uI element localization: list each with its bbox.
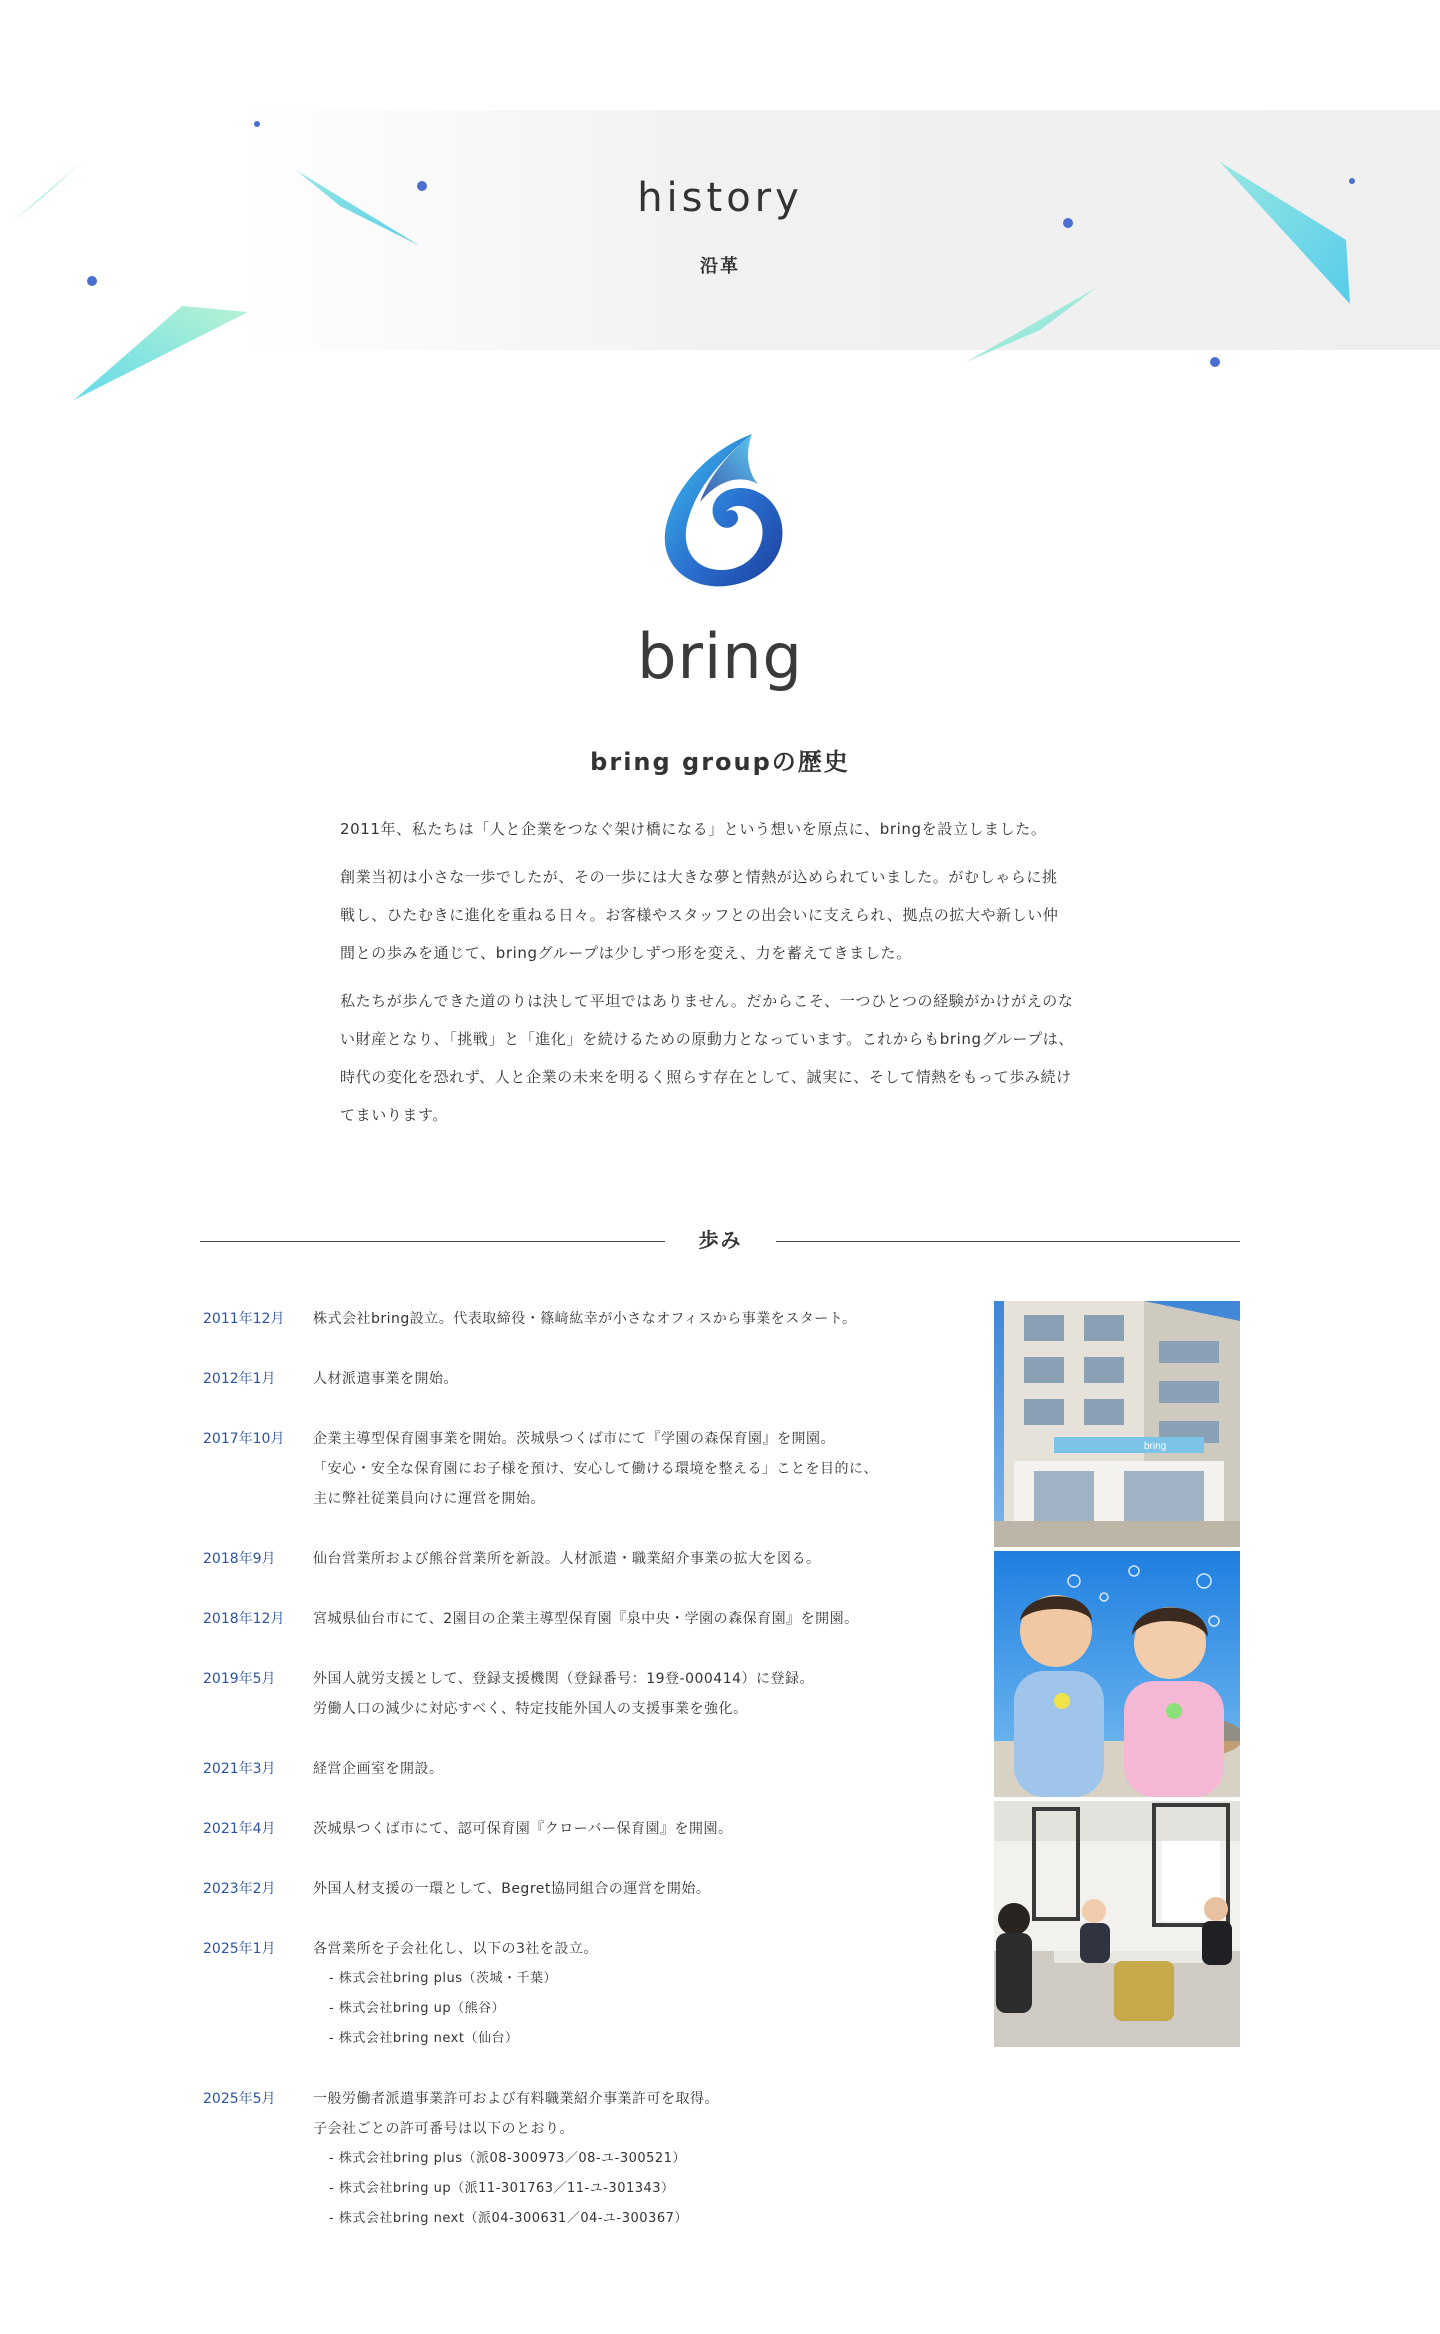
timeline-date: 2023年2月 bbox=[203, 1881, 276, 1897]
timeline-date: 2025年5月 bbox=[203, 2091, 276, 2107]
timeline-date: 2017年10月 bbox=[203, 1431, 285, 1447]
timeline-date: 2019年5月 bbox=[203, 1671, 276, 1687]
timeline-line: 子会社ごとの許可番号は以下のとおり。 bbox=[313, 2121, 574, 2137]
timeline-row bbox=[203, 1934, 983, 2054]
timeline-date: 2025年1月 bbox=[203, 1941, 276, 1957]
timeline-description bbox=[313, 1754, 983, 1784]
timeline-line: 「安心・安全な保育園にお子様を預け、安心して働ける環境を整える」ことを目的に、 bbox=[313, 1461, 878, 1477]
intro-text bbox=[340, 810, 1100, 1144]
timeline-row bbox=[203, 1424, 983, 1514]
timeline-row bbox=[203, 1664, 983, 1724]
timeline-date: 2021年4月 bbox=[203, 1821, 276, 1837]
timeline-description bbox=[313, 1664, 983, 1724]
history-hero bbox=[0, 0, 1440, 440]
timeline-row bbox=[203, 1874, 983, 1904]
timeline-sub-item: - 株式会社bring up（派11-301763／11-ユ-301343） bbox=[329, 2181, 675, 2196]
shard-shape bbox=[966, 288, 1096, 362]
timeline-row bbox=[203, 1544, 983, 1574]
timeline-line: 外国人就労支援として、登録支援機関（登録番号：19登-000414）に登録。 bbox=[313, 1671, 815, 1687]
timeline-line: 一般労働者派遣事業許可および有料職業紹介事業許可を取得。 bbox=[313, 2091, 719, 2107]
intro-line: 戦し、ひたむきに進化を重ねる日々。お客様やスタッフとの出会いに支えられ、拠点の拡大や新しい仲 bbox=[340, 906, 1059, 924]
timeline-date: 2018年12月 bbox=[203, 1611, 285, 1627]
dot-shape bbox=[254, 121, 260, 127]
timeline-line: 人材派遣事業を開始。 bbox=[313, 1371, 458, 1387]
timeline-description bbox=[313, 1604, 983, 1634]
timeline-line: 茨城県つくば市にて、認可保育園『クローバー保育園』を開園。 bbox=[313, 1821, 733, 1837]
timeline-description bbox=[313, 1934, 983, 2054]
bring-logo-mark-icon bbox=[654, 430, 786, 590]
intro-paragraph bbox=[340, 858, 1100, 972]
intro-line: 創業当初は小さな一歩でしたが、その一歩には大きな夢と情熱が込められていました。がむしゃらに挑 bbox=[340, 868, 1058, 886]
divider-line bbox=[200, 1241, 665, 1242]
page-title: history bbox=[637, 175, 803, 221]
intro-line: 2011年、私たちは「人と企業をつなぐ架け橋になる」という想いを原点に、bringを設立しました。 bbox=[340, 820, 1047, 838]
bring-logo bbox=[630, 430, 810, 700]
intro-title: bring groupの歴史 bbox=[590, 748, 850, 776]
timeline-line: 企業主導型保育園事業を開始。茨城県つくば市にて『学園の森保育園』を開園。 bbox=[313, 1431, 835, 1447]
steps-heading bbox=[200, 1224, 1240, 1258]
timeline-description bbox=[313, 2084, 983, 2234]
timeline-row bbox=[203, 2084, 983, 2234]
office-building-photo bbox=[994, 1301, 1240, 1547]
timeline-date: 2011年12月 bbox=[203, 1311, 285, 1327]
timeline-line: 外国人材支援の一環として、Begret協同組合の運営を開始。 bbox=[313, 1881, 711, 1897]
intro-paragraph bbox=[340, 810, 1100, 848]
timeline-row bbox=[203, 1754, 983, 1784]
timeline-description bbox=[313, 1424, 983, 1514]
timeline-description bbox=[313, 1364, 983, 1394]
intro-line: い財産となり、「挑戦」と「進化」を続けるための原動力となっています。これからもbringグループは、 bbox=[340, 1030, 1074, 1048]
timeline-line: 仙台営業所および熊谷営業所を新設。人材派遣・職業紹介事業の拡大を図る。 bbox=[313, 1551, 821, 1567]
steps-title: 歩み bbox=[698, 1228, 743, 1252]
history-timeline bbox=[203, 1304, 983, 2234]
timeline-sub-item: - 株式会社bring plus（茨城・千葉） bbox=[329, 1971, 558, 1986]
timeline-row bbox=[203, 1364, 983, 1394]
timeline-line: 主に弊社従業員向けに運営を開始。 bbox=[313, 1491, 545, 1507]
timeline-description bbox=[313, 1544, 983, 1574]
intro-line: てまいります。 bbox=[340, 1106, 449, 1124]
bring-wordmark: bring bbox=[637, 620, 803, 693]
timeline-description bbox=[313, 1874, 983, 1904]
timeline-description bbox=[313, 1814, 983, 1844]
timeline-sub-item: - 株式会社bring up（熊谷） bbox=[329, 2001, 506, 2016]
timeline-row bbox=[203, 1604, 983, 1634]
office-meeting-photo bbox=[994, 1801, 1240, 2047]
timeline-line: 各営業所を子会社化し、以下の3社を設立。 bbox=[313, 1941, 598, 1957]
timeline-sub-item: - 株式会社bring next（仙台） bbox=[329, 2031, 519, 2046]
building-sign-text: bring bbox=[1144, 1441, 1167, 1452]
dot-shape bbox=[1210, 357, 1220, 367]
intro-line: 私たちが歩んできた道のりは決して平坦ではありません。だからこそ、一つひとつの経験がかけがえのな bbox=[340, 992, 1074, 1010]
intro-line: 時代の変化を恐れず、人と企業の未来を明るく照らす存在として、誠実に、そして情熱をもって歩み続け bbox=[340, 1068, 1072, 1086]
timeline-sub-item: - 株式会社bring next（派04-300631／04-ユ-300367） bbox=[329, 2211, 688, 2226]
intro-paragraph bbox=[340, 982, 1100, 1134]
timeline-row bbox=[203, 1814, 983, 1844]
children-bubbles-photo bbox=[994, 1551, 1240, 1797]
timeline-date: 2012年1月 bbox=[203, 1371, 276, 1387]
timeline-date: 2018年9月 bbox=[203, 1551, 276, 1567]
shard-shape bbox=[74, 306, 248, 400]
timeline-date: 2021年3月 bbox=[203, 1761, 276, 1777]
intro-line: 間との歩みを通じて、bringグループは少しずつ形を変え、力を蓄えてきました。 bbox=[340, 944, 912, 962]
timeline-row bbox=[203, 1304, 983, 1334]
timeline-line: 株式会社bring設立。代表取締役・篠﨑紘幸が小さなオフィスから事業をスタート。 bbox=[313, 1311, 857, 1327]
timeline-sub-item: - 株式会社bring plus（派08-300973／08-ユ-300521） bbox=[329, 2151, 686, 2166]
timeline-description bbox=[313, 1304, 983, 1334]
page-subtitle: 沿革 bbox=[700, 256, 740, 277]
divider-line bbox=[776, 1241, 1240, 1242]
timeline-line: 労働人口の減少に対応すべく、特定技能外国人の支援事業を強化。 bbox=[313, 1701, 748, 1717]
timeline-line: 宮城県仙台市にて、2園目の企業主導型保育園『泉中央・学園の森保育園』を開園。 bbox=[313, 1611, 859, 1627]
timeline-line: 経営企画室を開設。 bbox=[313, 1761, 444, 1777]
